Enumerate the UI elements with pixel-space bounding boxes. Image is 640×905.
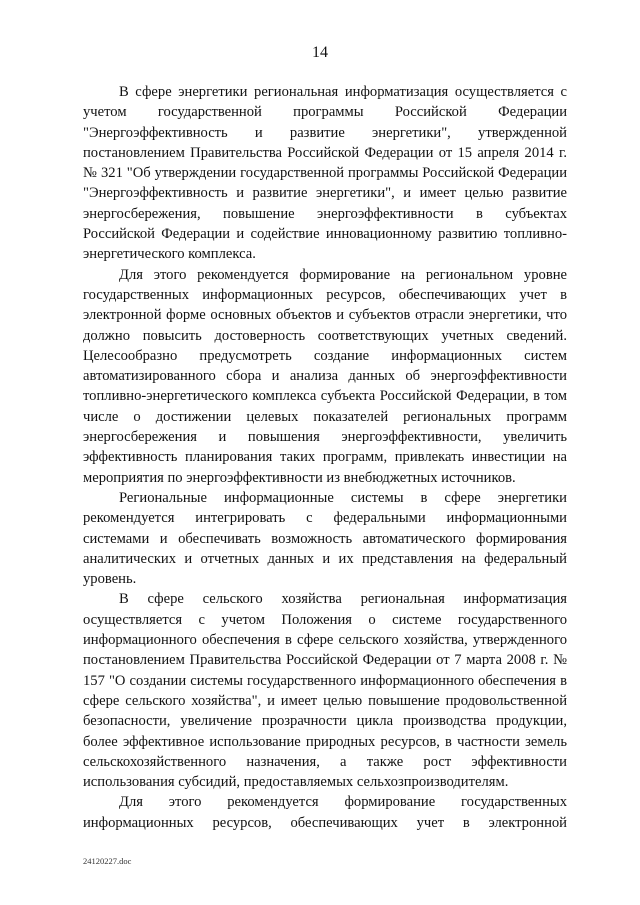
footer-document-code: 24120227.doc	[83, 856, 132, 866]
paragraph-agriculture-informatization: В сфере сельского хозяйства региональная информатизация осуществляется с учетом Положения о системе государственного информационного обеспечения в сфере сельского хозяйства, утвержденного постановлением Правительства Российской Федерации от 7 марта 2008 г. № 157 "О создании системы государственного информационного обеспечения в сфере сельского хозяйства", и имеет целью повышение продовольственной безопасности, увеличение прозрачности цикла производства продукции, более эффективное использование природных ресурсов, в частности земель сельскохозяйственного назначения, а также рост эффективности использования субсидий, предоставляемых сельхозпроизводителям.	[83, 591, 567, 791]
paragraph-energy-integration: Региональные информационные системы в сфере энергетики рекомендуется интегрировать с федеральными информационными системами и обеспечивать возможность автоматического формирования аналитических и отчетных данных и их представления на федеральный уровень.	[83, 489, 567, 588]
document-body	[83, 82, 567, 833]
page-number: 14	[312, 44, 328, 61]
paragraph-agriculture-resources: Для этого рекомендуется формирование государственных информационных ресурсов, обеспечивающих учет в электронной	[83, 794, 567, 831]
paragraph-energy-resources: Для этого рекомендуется формирование на региональном уровне государственных информационных ресурсов, обеспечивающих учет в электронной форме основных объектов и субъектов отрасли энергетики, что должно повысить достоверность соответствующих учетных сведений. Целесообразно предусмотреть создание информационных систем автоматизированного сбора и анализа данных об энергоэффективности топливно-энергетического комплекса субъекта Российской Федерации, в том числе о достижении целевых показателей региональных программ энергосбережения и повышения энергоэффективности, увеличить эффективность планирования таких программ, привлекать инвестиции на мероприятия по энергоэффективности из внебюджетных источников.	[83, 266, 567, 486]
paragraph-energy-informatization: В сфере энергетики региональная информатизация осуществляется с учетом государственной программы Российской Федерации "Энергоэффективность и развитие энергетики", утвержденной постановлением Правительства Российской Федерации от 15 апреля 2014 г. № 321 "Об утверждении государственной программы Российской Федерации "Энергоэффективность и развитие энергетики", и имеет целью развитие энергосбережения, повышение энергоэффективности в субъектах Российской Федерации и содействие инновационному развитию топливно-энергетического комплекса.	[83, 84, 567, 263]
